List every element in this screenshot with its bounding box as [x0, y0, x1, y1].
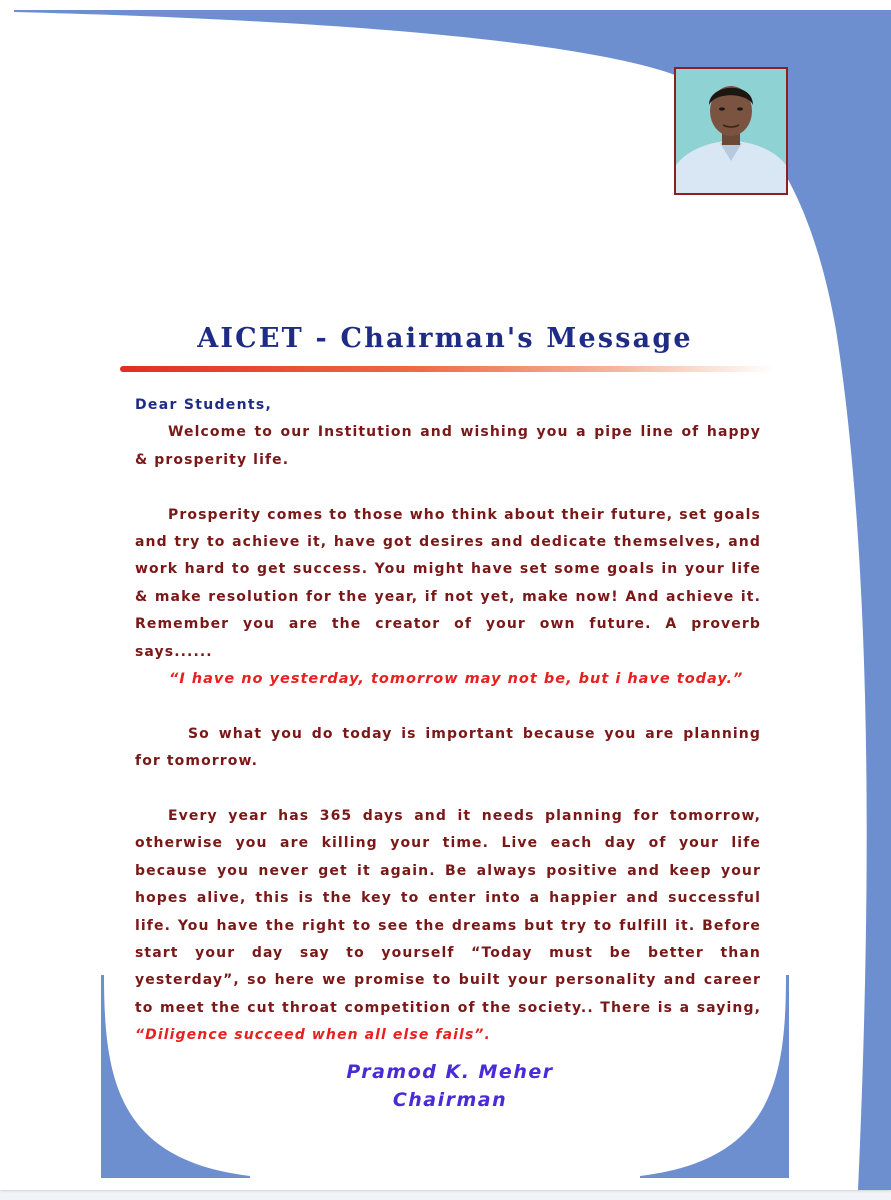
message-body: [135, 392, 761, 1050]
page-title: AICET - Chairman's Message: [197, 323, 693, 354]
paragraph-welcome: Welcome to our Institution and wishing you a pipe line of happy & prosperity life.: [135, 424, 761, 468]
chairman-photo: [674, 67, 788, 195]
portrait-photo-icon: [676, 69, 786, 193]
signature-designation: Chairman: [392, 1089, 508, 1111]
paragraph-prosperity: Prosperity comes to those who think about their future, set goals and try to achieve it, have got desires and dedicate themselves, and work hard to get success. You might have set some goals in your life & make resolution for the year, if not yet, make now! And achieve it. Remember you are the creator of your own future. A proverb says......: [135, 506, 761, 660]
salutation: Dear Students,: [135, 397, 273, 413]
paragraph-planning: [135, 803, 761, 1050]
signature-name: Pramod K. Meher: [346, 1061, 554, 1083]
saying-quote: “Diligence succeed when all else fails”.: [135, 1027, 491, 1044]
title-underline: [120, 366, 775, 372]
signature-block: [250, 1058, 650, 1114]
paragraph-planning-text: Every year has 365 days and it needs planning for tomorrow, otherwise you are killing your time. Live each day of your life because you never get it again. Be always positive and keep your hopes alive, this is the key to enter into a happier and successful life. You have the right to see the dreams but try to fulfill it. Before start your day say to yourself “Today must be better than yesterday”, so here we promise to built your personality and career to meet the cut throat competition of the society.. There is a saying,: [135, 808, 761, 1016]
paragraph-today: So what you do today is important because you are planning for tomorrow.: [135, 725, 761, 770]
proverb-quote: “I have no yesterday, tomorrow may not be, but i have today.”: [169, 671, 744, 688]
